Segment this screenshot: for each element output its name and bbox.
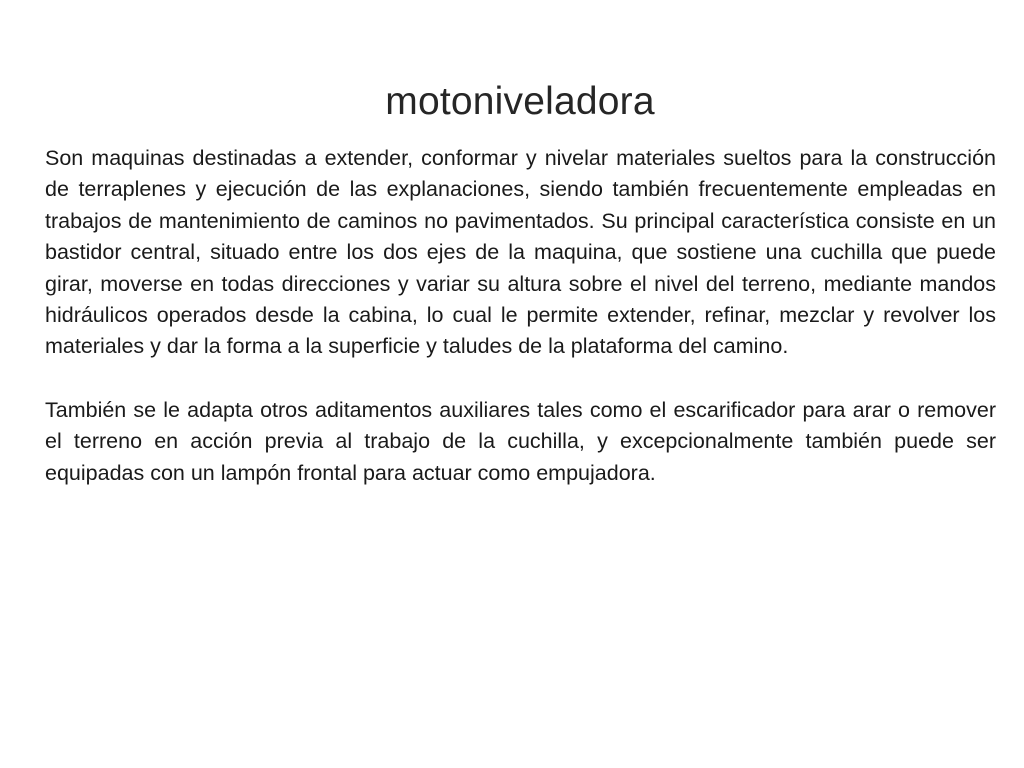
paragraph-attachments: También se le adapta otros aditamentos auxiliares tales como el escarificador para arar o remover el terreno en acción previa al trabajo de la cuchilla, y excepcionalmente también puede ser equipadas con un lampón frontal para actuar como empujadora.	[45, 397, 996, 485]
paragraph-description: Son maquinas destinadas a extender, conformar y nivelar materiales sueltos para la construcción de terraplenes y ejecución de las explanaciones, siendo también frecuentemente empleadas en trabajos de mantenimiento de caminos no pavimentados. Su principal característica consiste en un bastidor central, situado entre los dos ejes de la maquina, que sostiene una cuchilla que puede girar, moverse en todas direcciones y variar su altura sobre el nivel del terreno, mediante mandos hidráulicos operados desde la cabina, lo cual le permite extender, refinar, mezclar y revolver los materiales y dar la forma a la superficie y taludes de la plataforma del camino.	[45, 146, 996, 359]
slide-body	[45, 143, 996, 489]
slide-title: motoniveladora	[385, 80, 655, 124]
